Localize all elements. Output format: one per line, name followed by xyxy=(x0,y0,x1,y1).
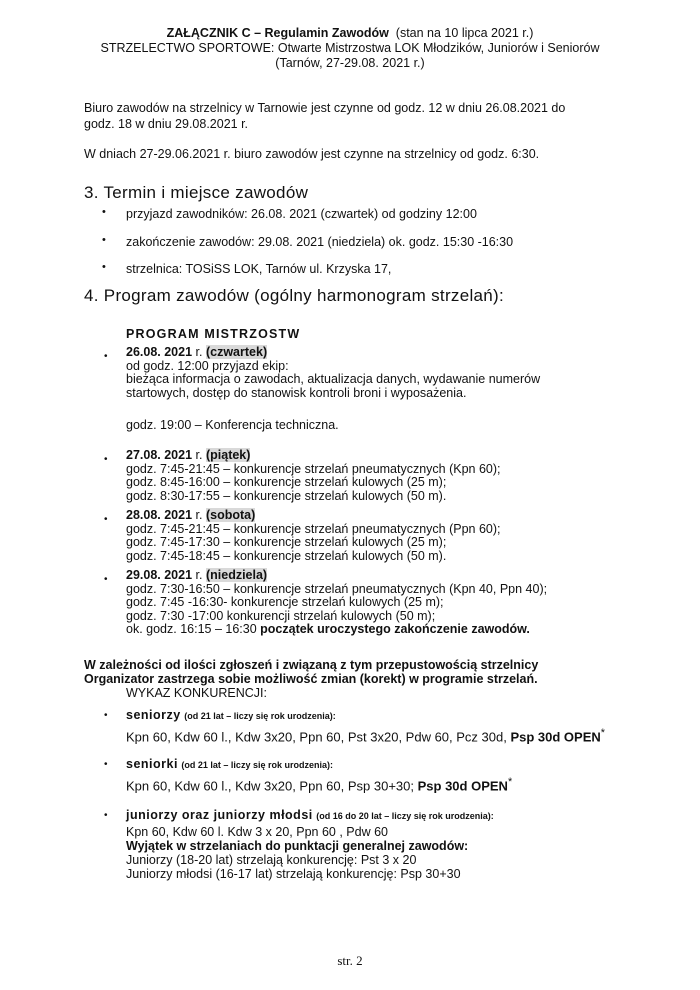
bullet-icon: • xyxy=(104,351,108,362)
bullet-icon: • xyxy=(104,454,108,465)
document-header xyxy=(0,26,700,71)
bullet-icon: • xyxy=(104,759,108,770)
document-page: ZAŁĄCZNIK C – Regulamin Zawodów (stan na 10 lipca 2021 r.) STRZELECTWO SPORTOWE: Otwarte Mistrzostwa LOK Młodzików, Juniorów i Seniorów (Tarnów, 27-29.08. 2021 r.) Biuro zawodów na strzelnicy w Tarnowie jest czynne od godz. 12 w dniu 26.08.2021 do godz. 18 w dniu 29.08.2021 r. W dniach 27-29.06.2021 r. biuro zawodów jest czynne na strzelnicy od godz. 6:30. 3. Termin i miejsce zawodów przyjazd zawodników: 26.08. 2021 (czwartek) od godziny 12:00 zakończenie zawodów: 29.08. 2021 (niedziela) ok. godz. 15:30 -16:30 strzelnica: TOSiSS LOK, Tarnów ul. Krzyska 17, 4. Program zawodów (ogólny harmonogram strzelań): PROGRAM MISTRZOSTW • 26.08. 2021 r. (czwartek) od godz. 12:00 przyjazd ekip: bieżąca informacja o zawodach, aktualizacja danych, wydawanie numerów startowych, dostęp do stanowisk kontroli broni i wyposażenia. godz. 19:00 – Konferencja techniczna. • 27.08. 2021 r. (piątek) godz. 7:45-21:45 – konkurencje strzelań pneumatycznych (Kpn 60); godz. 8:45-16:00 – konkurencje strzelań kulowych (25 m); godz. 8:30-17:55 – konkurencje strzelań kulowych (50 m). • 28.08. 2021 r. (sobota) godz. 7:45-21:45 – konkurencje strzelań pneumatycznych (Ppn 60); godz. 7:45-17:30 – konkurencje strzelań kulowych (25 m); godz. 7:45-18:45 – konkurencje strzelań kulowych (50 m). • 29.08. 2021 r. (niedziela) godz. 7:30-16:50 – konkurencje strzelań pneumatycznych (Kpn 40, Ppn 40); godz. 7:45 -16:30- konkurencje strzelań kulowych (25 m); godz. 7:30 -17:00 konkurencji strzelań kulowych (50 m); ok. godz. 16:15 – 16:30 początek uroczystego zakończenie zawodów. W zależności od ilości zgłoszeń i związaną z tym przepustowością strzelnicy Organizator zastrzega sobie możliwość zmian (korekt) w programie strzelań. WYKAZ KONKURENCJI: • seniorzy (od 21 lat – liczy się rok urodzenia): Kpn 60, Kdw 60 l., Kdw 3x20, Ppn 60, Pst 3x20, Pdw 60, Pcz 30d, Psp 30d OPEN* • seniorki (od 21 lat – liczy się rok urodzenia): Kpn 60, Kdw 60 l., Kdw 3x20, Ppn 60, Psp 30+30; Psp 30d OPEN* • juniorzy oraz juniorzy młodsi (od 16 do 20 lat – liczy się rok urodzenia): Kpn 60, Kdw 60 l. Kdw 3 x 20, Ppn 60 , Pdw 60 Wyjątek w strzelaniach do punktacji generalnej zawodów: Juniorzy (18-20 lat) strzelają konkurencję: Pst 3 x 20 Juniorzy młodsi (16-17 lat) strzelają konkurencję: Psp 30+30 str. 2 xyxy=(0,0,700,990)
bullet-icon: • xyxy=(104,810,108,821)
intro-paragraph-2: W dniach 27-29.06.2021 r. biuro zawodów jest czynne na strzelnicy od godz. 6:30. xyxy=(84,147,540,161)
program-title: PROGRAM MISTRZOSTW xyxy=(126,327,301,341)
bullet-icon: • xyxy=(104,574,108,585)
program-change-note: W zależności od ilości zgłoszeń i związaną z tym przepustowością strzelnicy Organizator zastrzega sobie możliwość zmian (korekt) w programie strzelań. WYKAZ KONKURENCJI: xyxy=(84,658,539,700)
section-3-heading: 3. Termin i miejsce zawodów xyxy=(84,183,309,202)
bullet-icon: • xyxy=(104,514,108,525)
header-line-3: (Tarnów, 27-29.08. 2021 r.) xyxy=(275,56,425,70)
bullet-icon: • xyxy=(104,710,108,721)
page-number: str. 2 xyxy=(337,953,363,968)
competitions-list-heading: WYKAZ KONKURENCJI: xyxy=(126,686,267,700)
header-line-2: STRZELECTWO SPORTOWE: Otwarte Mistrzostwa LOK Młodzików, Juniorów i Seniorów xyxy=(100,41,600,55)
intro-paragraph-1: Biuro zawodów na strzelnicy w Tarnowie jest czynne od godz. 12 w dniu 26.08.2021 do godz. 18 w dniu 29.08.2021 r. xyxy=(84,101,566,131)
header-line-1: ZAŁĄCZNIK C – Regulamin Zawodów (stan na 10 lipca 2021 r.) xyxy=(166,26,534,40)
section-4-heading: 4. Program zawodów (ogólny harmonogram strzelań): xyxy=(84,286,505,305)
